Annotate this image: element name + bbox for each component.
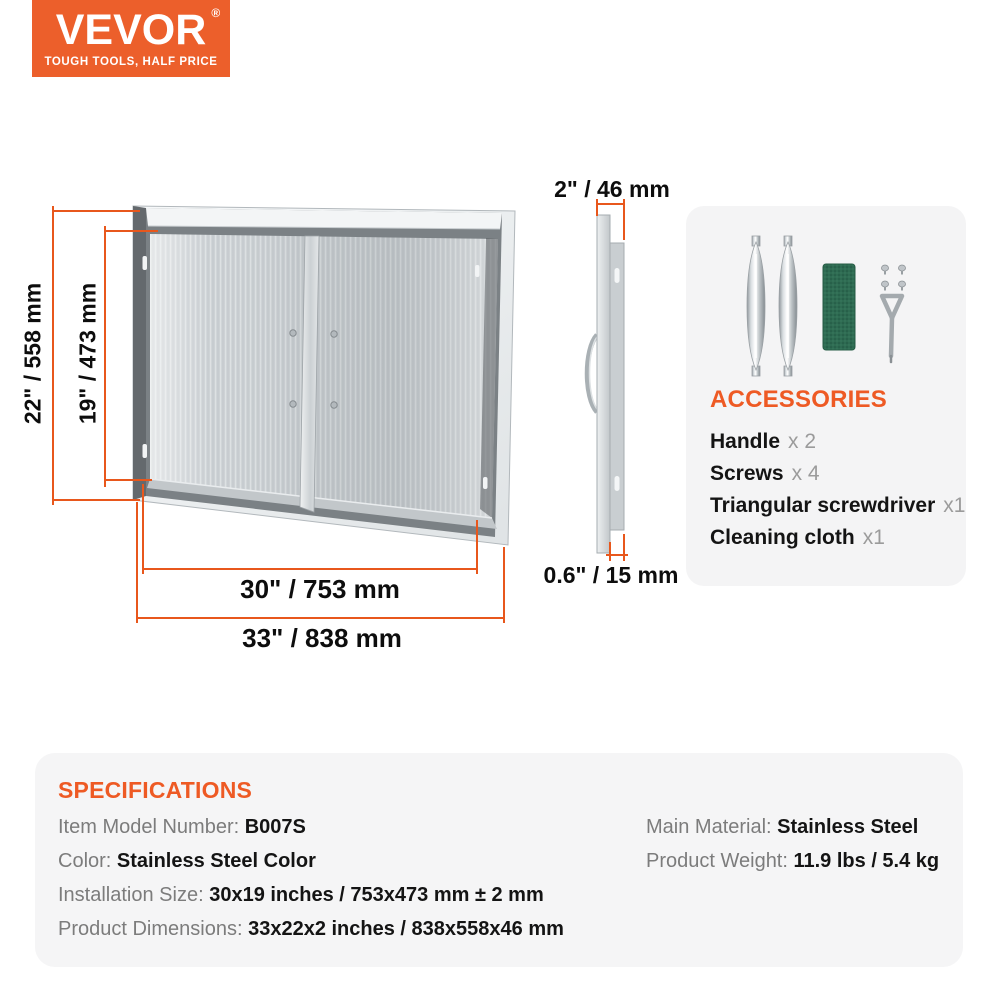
accessory-item: Cleaning cloth x1 (710, 526, 885, 549)
brand-tagline: TOUGH TOOLS, HALF PRICE (44, 56, 218, 68)
screws-icon (882, 265, 906, 291)
dim-label-width-inner: 30" / 753 mm (240, 574, 400, 604)
accessories-graphic (686, 206, 966, 406)
vevor-logo (32, 0, 230, 77)
spec-row-weight: Product Weight: 11.9 lbs / 5.4 kg (646, 850, 940, 872)
spec-row-model: Item Model Number: B007S (58, 816, 306, 838)
door-side-view (587, 215, 624, 553)
door-front-view (133, 206, 515, 545)
registered-mark: ® (211, 6, 221, 20)
spec-row-color: Color: Stainless Steel Color (58, 850, 316, 872)
spec-row-installation-size: Installation Size: 30x19 inches / 753x473 mm ± 2 mm (58, 884, 544, 906)
dim-label-height-outer: 22" / 558 mm (19, 282, 46, 425)
dim-label-depth-bottom: 0.6" / 15 mm (543, 562, 679, 588)
accessories-title: ACCESSORIES (710, 386, 887, 413)
accessories-panel (686, 206, 966, 586)
specifications-title: SPECIFICATIONS (58, 777, 253, 803)
brand-name: VEVOR (55, 6, 207, 54)
specifications-panel (35, 753, 963, 967)
accessory-item: Screws x 4 (710, 462, 820, 485)
cleaning-cloth-icon (823, 264, 855, 350)
accessory-item: Handle x 2 (710, 430, 817, 453)
triangular-screwdriver-icon (882, 296, 902, 362)
dim-label-height-inner: 19" / 473 mm (74, 282, 101, 425)
spec-row-material: Main Material: Stainless Steel (646, 816, 919, 838)
spec-row-product-dimensions: Product Dimensions: 33x22x2 inches / 838x558x46 mm (58, 918, 564, 940)
specifications-right-column (646, 816, 939, 884)
specifications-left-column (58, 816, 564, 952)
dim-label-depth-top: 2" / 46 mm (554, 176, 670, 202)
handle-icon (747, 236, 797, 376)
accessory-item: Triangular screwdriver x1 (710, 494, 966, 517)
brand-wordmark (55, 6, 221, 54)
dim-label-width-outer: 33" / 838 mm (242, 623, 402, 653)
